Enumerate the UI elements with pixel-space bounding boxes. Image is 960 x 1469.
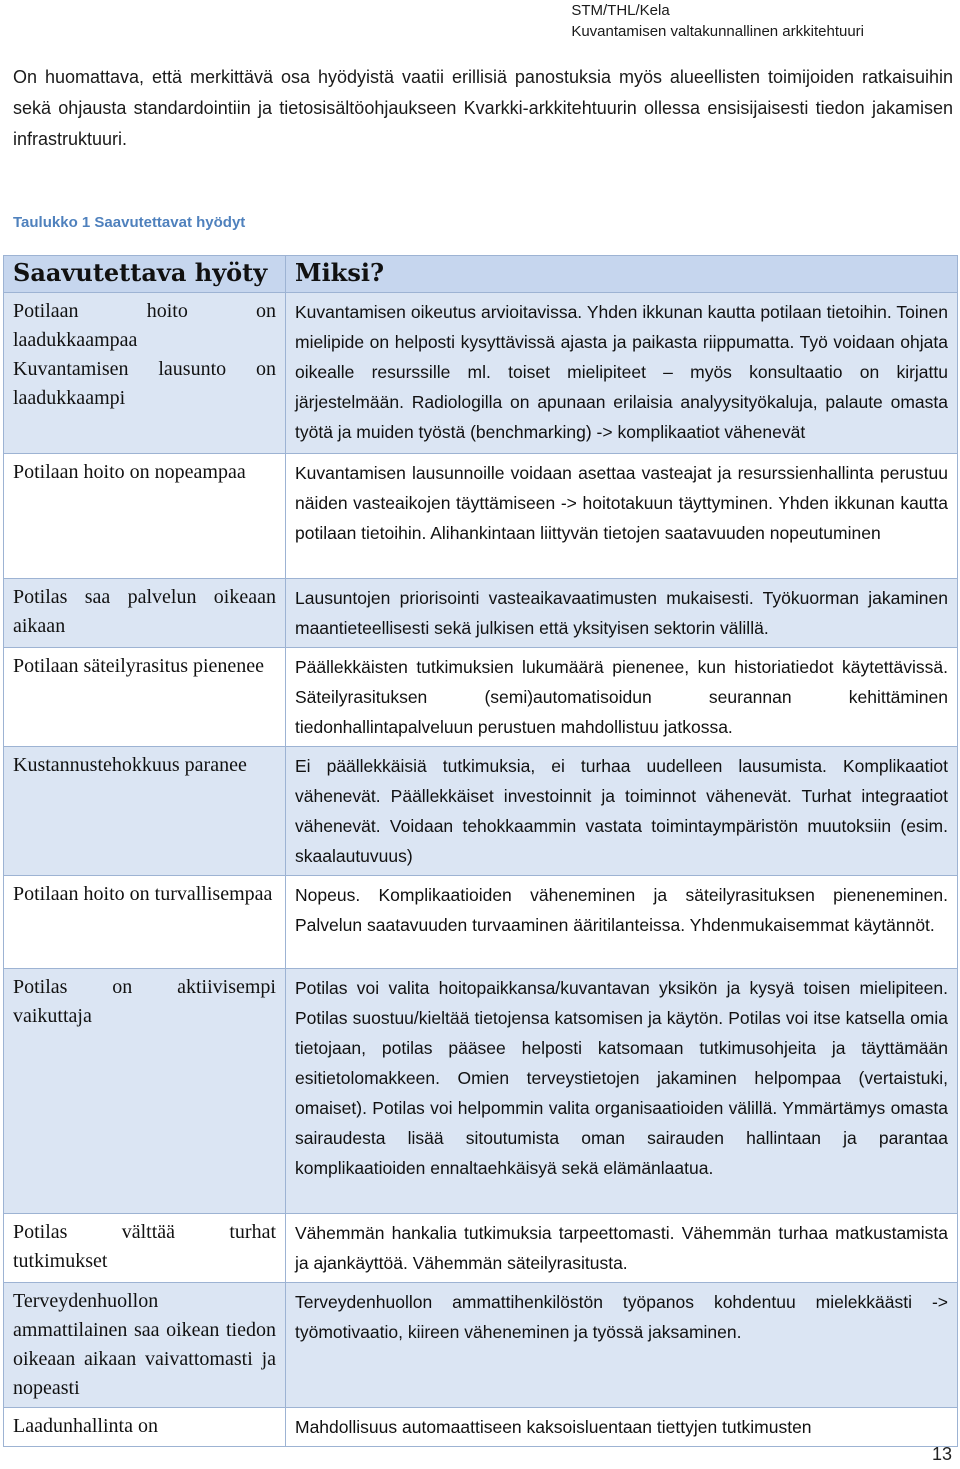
reason-cell: Terveydenhuollon ammattihenkilöstön työpanos kohdentuu mielekkäästi -> työmotivaatio, kiireen väheneminen ja työssä jaksaminen.: [286, 1283, 958, 1408]
table-row: [4, 747, 958, 876]
table-row: [4, 579, 958, 648]
reason-cell: Päällekkäisten tutkimuksien lukumäärä pienenee, kun historiatiedot käytettävissä. Säteilyrasituksen (semi)automatisoidun seurannan kehittäminen tiedonhallintapalveluun perustuen mahdollistuu jatkossa.: [286, 648, 958, 747]
reason-cell: Kuvantamisen lausunnoille voidaan asettaa vasteajat ja resurssienhallinta perustuu näiden vasteaikojen täyttämiseen -> hoitotakuun täyttyminen. Yhden ikkunan kautta potilaan tietoihin. Alihankintaan liittyvän tietojen saatavuuden nopeutuminen: [286, 454, 958, 579]
benefit-text: Potilas välttää turhat tutkimukset: [13, 1221, 276, 1272]
table-row: [4, 648, 958, 747]
benefit-cell: [4, 579, 286, 648]
benefit-text: Kustannustehokkuus paranee: [13, 754, 247, 776]
benefit-text: Kuvantamisen lausunto on laadukkaampi: [13, 358, 276, 409]
table-row: [4, 293, 958, 454]
benefit-cell: [4, 747, 286, 876]
benefit-text: Potilas saa palvelun oikeaan aikaan: [13, 586, 276, 637]
benefit-cell: [4, 876, 286, 969]
benefit-text: Potilaan hoito on laadukkaampaa: [13, 300, 276, 351]
reason-cell: Nopeus. Komplikaatioiden väheneminen ja säteilyrasituksen pieneneminen. Palvelun saatavuuden turvaaminen ääritilanteissa. Yhdenmukaisemmat käytännöt.: [286, 876, 958, 969]
benefit-text: Terveydenhuollon ammattilainen saa oikean tiedon oikeaan aikaan vaivattomasti ja nopeasti: [13, 1290, 276, 1399]
reason-cell: Kuvantamisen oikeutus arvioitavissa. Yhden ikkunan kautta potilaan tietoihin. Toinen mielipide on helposti kysyttävissä ajasta ja paikasta riippumatta. Työ voidaan ohjata oikealle resurssille ml. toiset mielipiteet – myös konsultaatio on kirjattu järjestelmään. Radiologilla on apunaan erilaisia analyysityökaluja, palaute omasta työtä ja muiden työstä (benchmarking) -> komplikaatiot vähenevät: [286, 293, 958, 454]
header-why: Miksi?: [286, 256, 958, 293]
benefit-cell: [4, 1283, 286, 1408]
document-header: [571, 0, 864, 42]
reason-cell: Ei päällekkäisiä tutkimuksia, ei turhaa uudelleen lausumista. Komplikaatiot vähenevät. Päällekkäiset investoinnit ja toiminnot vähenevät. Turhat integraatiot vähenevät. Voidaan tehokkaammin vastata toimintaympäristön muutoksiin (esim. skaalautuvuus): [286, 747, 958, 876]
benefit-cell: [4, 1408, 286, 1447]
benefit-text: Potilas on aktiivisempi vaikuttaja: [13, 976, 276, 1027]
table-row: [4, 876, 958, 969]
intro-paragraph: On huomattava, että merkittävä osa hyödyistä vaatii erillisiä panostuksia myös alueellisten toimijoiden ratkaisuihin sekä ohjausta standardointiin ja tietosisältöohjaukseen Kvarkki-arkkitehtuurin ollessa ensisijaisesti tiedon jakamisen infrastruktuuri.: [13, 67, 953, 149]
reason-cell: Vähemmän hankalia tutkimuksia tarpeettomasti. Vähemmän turhaa matkustamista ja ajankäyttöä. Vähemmän säteilyrasitusta.: [286, 1214, 958, 1283]
table-caption: Taulukko 1 Saavutettavat hyödyt: [13, 214, 246, 231]
benefit-cell: [4, 454, 286, 579]
benefit-cell: [4, 293, 286, 454]
header-title: Kuvantamisen valtakunnallinen arkkitehtuuri: [571, 23, 864, 40]
table-row: [4, 454, 958, 579]
benefit-text: Laadunhallinta on: [13, 1415, 158, 1437]
reason-cell: Lausuntojen priorisointi vasteaikavaatimusten mukaisesti. Työkuorman jakaminen maantieteellisesti sekä julkisen että yksityisen sektorin välillä.: [286, 579, 958, 648]
benefits-table: [3, 255, 958, 1447]
table-row: [4, 1408, 958, 1447]
table-row: [4, 969, 958, 1214]
benefit-cell: [4, 648, 286, 747]
benefit-cell: [4, 969, 286, 1214]
reason-cell: Mahdollisuus automaattiseen kaksoisluentaan tiettyjen tutkimusten: [286, 1408, 958, 1447]
page-number: 13: [931, 1444, 952, 1464]
benefit-text: Potilaan säteilyrasitus pienenee: [13, 655, 265, 677]
header-benefit: Saavutettava hyöty: [4, 256, 286, 293]
table-row: [4, 1214, 958, 1283]
reason-cell: Potilas voi valita hoitopaikkansa/kuvantavan yksikön ja kysyä toisen mielipiteen. Potilas suostuu/kieltää tietojensa katsomisen ja käytön. Potilas voi itse katsella omia tietojaan, potilas pääsee helposti katsomaan tutkimusohjeita ja täyttämään esitietolomakkeen. Omien terveystietojen jakaminen helpompaa (vertaistuki, omaiset). Potilas voi helpommin valita organisaatioiden välillä. Ymmärtämys omasta sairaudesta lisää sitoutumista oman sairauden hallintaan ja parantaa komplikaatioiden ennaltaehkäisyä sekä elämänlaatua.: [286, 969, 958, 1214]
header-org: STM/THL/Kela: [571, 2, 670, 19]
benefit-text: Potilaan hoito on turvallisempaa: [13, 883, 273, 905]
table-row: [4, 1283, 958, 1408]
benefit-text: Potilaan hoito on nopeampaa: [13, 461, 246, 483]
benefit-cell: [4, 1214, 286, 1283]
